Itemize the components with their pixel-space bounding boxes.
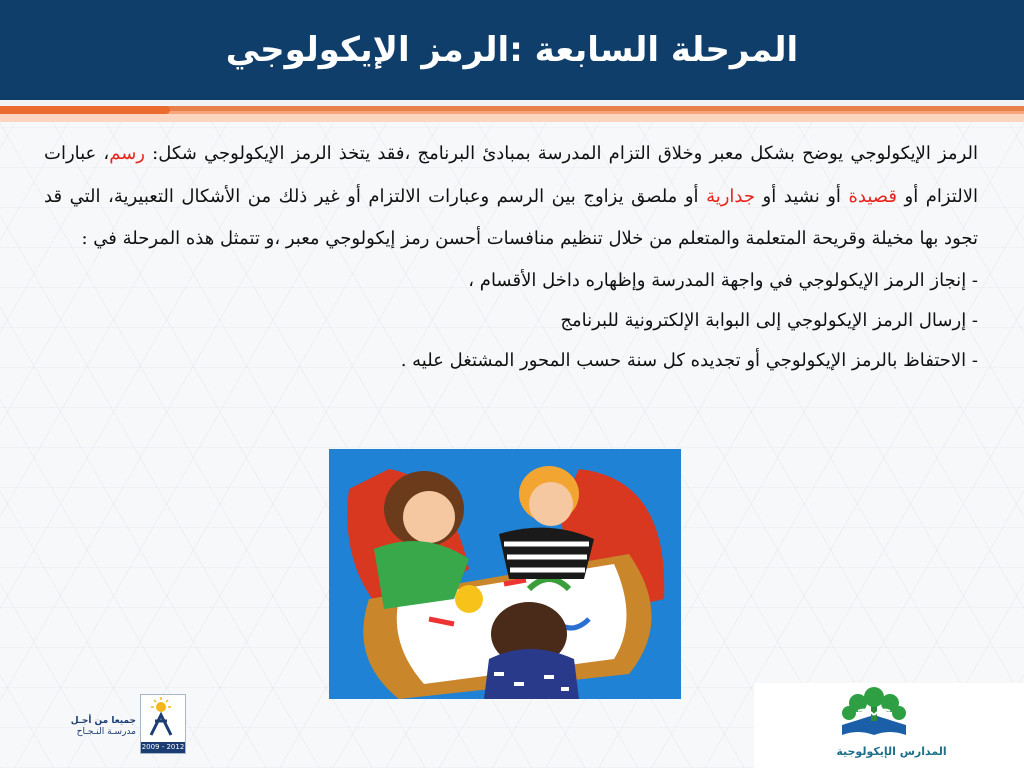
- accent-stripe: [0, 100, 1024, 122]
- bullet-item: - إرسال الرمز الإيكولوجي إلى البوابة الإلكترونية للبرنامج: [560, 309, 978, 331]
- school-success-emblem: [140, 694, 186, 754]
- title-bar: [0, 0, 1024, 100]
- slide-title: المرحلة السابعة :الرمز الإيكولوجي: [225, 30, 799, 70]
- highlight-rasm: رسم: [109, 143, 146, 164]
- eco-schools-logo: [754, 683, 1024, 768]
- eco-tree-book-icon: [754, 683, 1024, 745]
- slide-body: [44, 133, 978, 381]
- logo-line-1: جميعا من أجـل: [70, 716, 136, 726]
- bullet-item: - الاحتفاظ بالرمز الإيكولوجي أو تجديده كل سنة حسب المحور المشتغل عليه .: [400, 349, 978, 371]
- school-success-logo: [30, 694, 200, 760]
- emblem-figure-icon: [141, 695, 185, 741]
- intro-text-1: الرمز الإيكولوجي يوضح بشكل معبر وخلاق التزام المدرسة بمبادئ البرنامج ،فقد يتخذ الرمز الإيكولوجي شكل:: [145, 143, 978, 164]
- highlight-jidariya: جدارية: [706, 185, 756, 207]
- intro-paragraph: [44, 133, 978, 261]
- intro-text-2: أو ملصق يزاوج بين الرسم وعبارات الالتزام أو غير ذلك من الأشكال التعبيرية، التي قد تجود بها مخيلة وقريحة المتعلمة والمتعلم من خلال تنظيم منافسات أحسن رمز إيكولوجي معبر ،و تتمثل هذه المرحلة في :: [44, 185, 978, 249]
- highlight-qasida: قصيدة: [848, 185, 897, 207]
- intro-sep-1: ، عبارات الالتزام أو: [44, 143, 978, 207]
- intro-sep-2: أو نشيد أو: [755, 185, 849, 207]
- logo-years: 2009 - 2012: [141, 743, 185, 751]
- school-success-text: [36, 716, 136, 738]
- logo-line-2: مدرسـة النـجـاح: [76, 727, 136, 737]
- children-drawing-illustration: [329, 449, 681, 699]
- eco-schools-caption: المدارس الإيكولوجية: [836, 745, 947, 758]
- bullet-item: - إنجاز الرمز الإيكولوجي في واجهة المدرسة وإظهاره داخل الأقسام ،: [468, 269, 978, 291]
- illustration-svg: [329, 449, 681, 699]
